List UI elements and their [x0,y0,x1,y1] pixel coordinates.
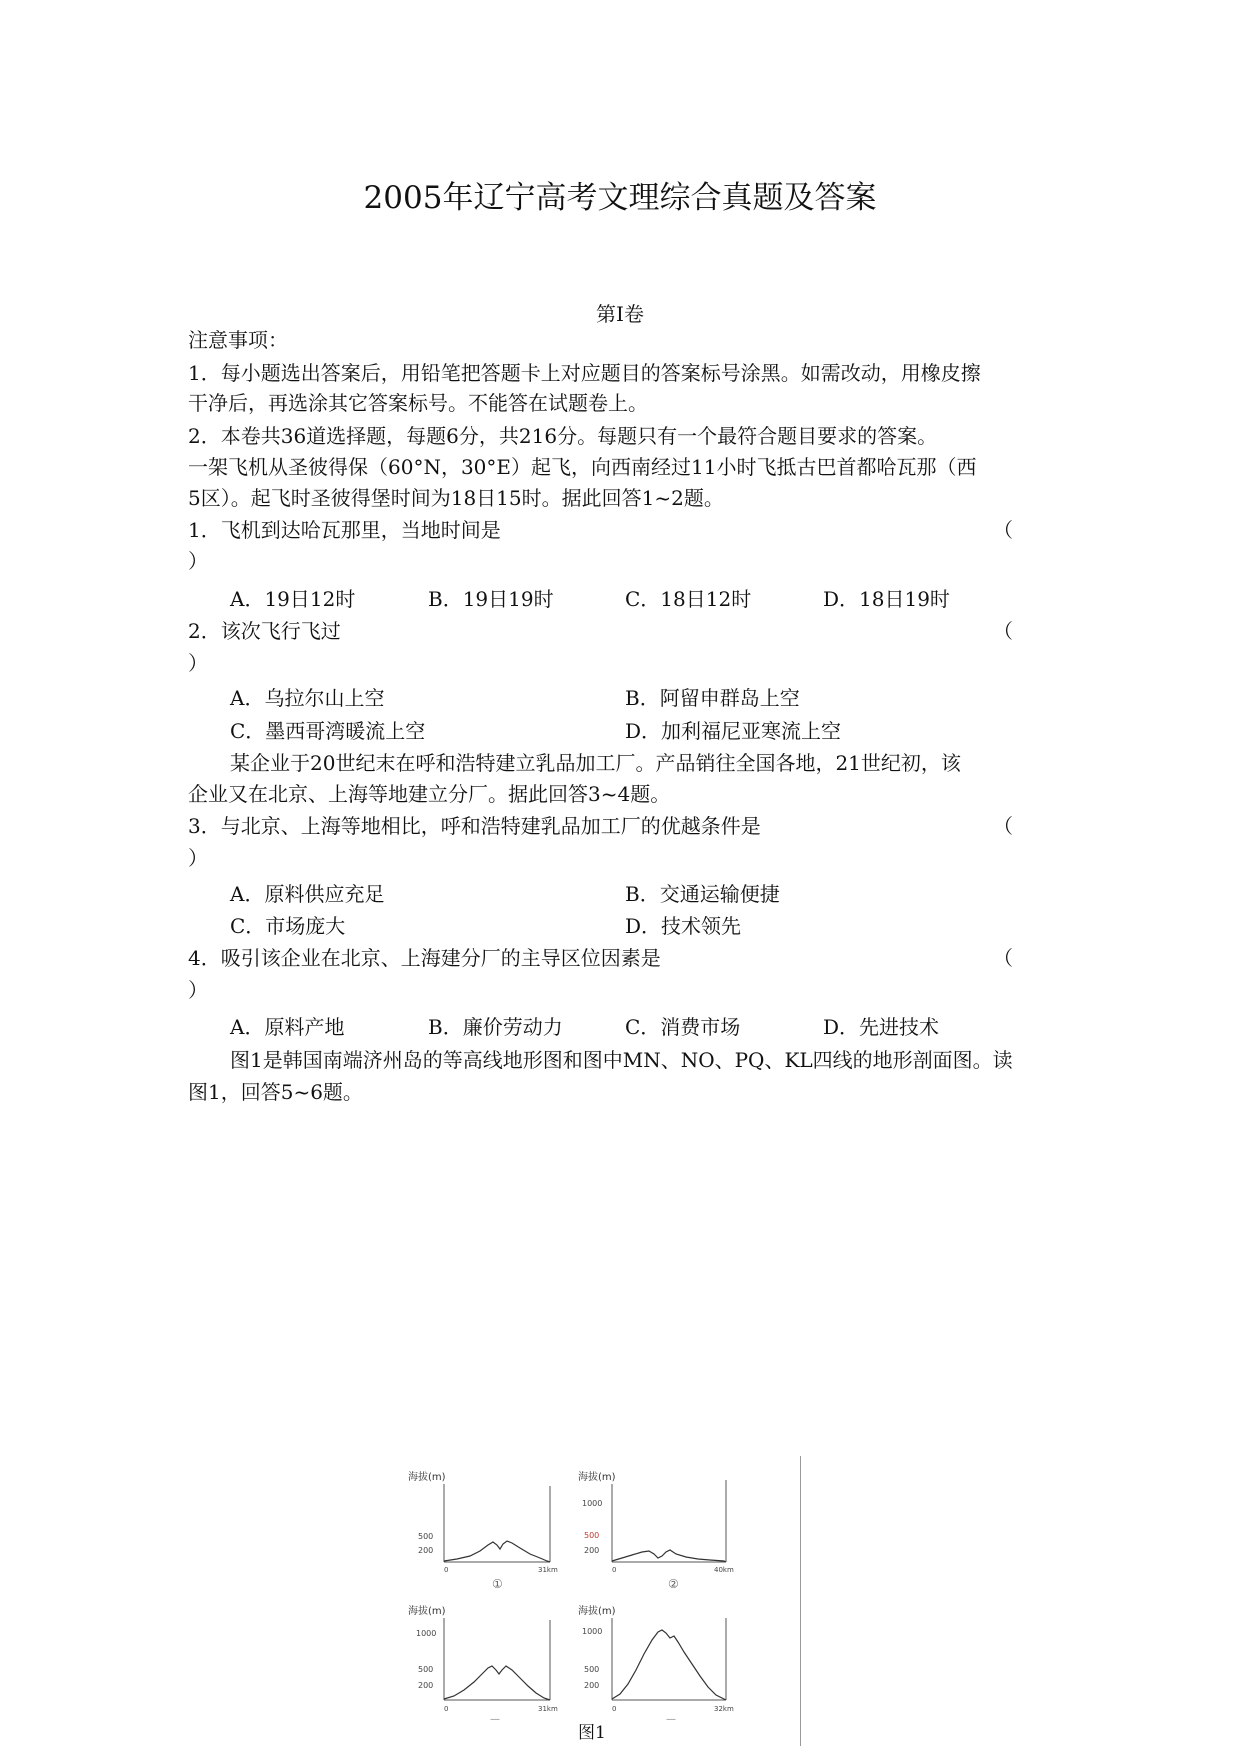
profile-chart-4 [574,1600,734,1734]
chart-1-ytick-500: 500 [418,1532,434,1541]
answer-paren-close: ） [188,846,208,870]
chart-4-ylabel: 海拔(m) [578,1606,616,1617]
question-3-stem: 3．与北京、上海等地相比，呼和浩特建乳品加工厂的优越条件是 [188,814,761,838]
chart-4-ytick-200: 200 [584,1681,600,1690]
chart-3-ytick-500: 500 [418,1665,434,1674]
chart-1-profile-line [444,1541,550,1562]
note-item-2: 2．本卷共36道选择题，每题6分，共216分。每题只有一个最符合题目要求的答案。 [188,424,938,448]
intro-2-line-2: 企业又在北京、上海等地建立分厂。据此回答3~4题。 [188,782,671,806]
answer-paren-open: （ [993,814,1013,838]
q2-option-b: B．阿留申群岛上空 [625,686,800,710]
q3-option-b: B．交通运输便捷 [625,882,780,906]
chart-2-ytick-1000: 1000 [582,1499,603,1508]
chart-2-profile-line [612,1550,726,1562]
chart-3-xtick-start: 0 [444,1705,449,1713]
q4-option-c: C．消费市场 [625,1015,741,1039]
chart-3-label: — [490,1714,500,1725]
chart-1-ylabel: 海拔(m) [408,1472,446,1483]
chart-3-ytick-200: 200 [418,1681,434,1690]
figure-divider-line [800,1456,801,1746]
chart-4-ytick-1000: 1000 [582,1627,603,1636]
intro-1-line-2: 5区）。起飞时圣彼得堡时间为18日15时。据此回答1~2题。 [188,486,724,510]
intro-1-line-1: 一架飞机从圣彼得保（60°N，30°E）起飞，向西南经过11小时飞抵古巴首都哈瓦那（西 [188,455,977,479]
q3-option-d: D．技术领先 [625,914,742,938]
chart-3-ylabel: 海拔(m) [408,1606,446,1617]
chart-1-xtick-end: 31km [538,1566,558,1574]
chart-1-ytick-200: 200 [418,1546,434,1555]
q1-option-d: D．18日19时 [823,587,950,611]
q4-option-d: D．先进技术 [823,1015,940,1039]
chart-4-label: — [666,1714,676,1725]
q2-option-a: A．乌拉尔山上空 [230,686,385,710]
profile-chart-1 [402,1466,562,1600]
profile-chart-2 [574,1466,734,1600]
notes-header: 注意事项： [188,328,288,352]
q3-option-a: A．原料供应充足 [230,882,385,906]
intro-2-line-1: 某企业于20世纪末在呼和浩特建立乳品加工厂。产品销往全国各地，21世纪初，该 [230,751,961,775]
chart-4-xtick-end: 32km [714,1705,734,1713]
chart-1-xtick-start: 0 [444,1566,449,1574]
intro-3-line-1: 图1是韩国南端济州岛的等高线地形图和图中MN、NO、PQ、KL四线的地形剖面图。读 [230,1048,1013,1072]
question-1-stem: 1．飞机到达哈瓦那里，当地时间是 [188,518,501,542]
answer-paren-open: （ [993,619,1013,643]
question-4-stem: 4．吸引该企业在北京、上海建分厂的主导区位因素是 [188,946,661,970]
profile-chart-3 [402,1600,562,1734]
q3-option-c: C．市场庞大 [230,914,346,938]
question-2-stem: 2．该次飞行飞过 [188,619,341,643]
q1-option-c: C．18日12时 [625,587,752,611]
chart-4-profile-line [612,1630,726,1700]
chart-2-xtick-end: 40km [714,1566,734,1574]
chart-3-profile-line [444,1666,550,1700]
chart-2-xtick-start: 0 [612,1566,617,1574]
answer-paren-open: （ [993,946,1013,970]
chart-2-ytick-500: 500 [584,1531,600,1540]
q4-option-b: B．廉价劳动力 [428,1015,563,1039]
note-item-1-line-2: 干净后，再选涂其它答案标号。不能答在试题卷上。 [188,391,648,415]
chart-4-ytick-500: 500 [584,1665,600,1674]
answer-paren-close: ） [188,549,208,573]
intro-3-line-2: 图1，回答5~6题。 [188,1080,363,1104]
answer-paren-open: （ [993,518,1013,542]
figure-caption: 图1 [578,1723,606,1743]
answer-paren-close: ） [188,651,208,675]
chart-3-ytick-1000: 1000 [416,1629,437,1638]
q2-option-d: D．加利福尼亚寒流上空 [625,719,842,743]
section-heading: 第Ⅰ卷 [596,302,644,326]
chart-2-ylabel: 海拔(m) [578,1472,616,1483]
q2-option-c: C．墨西哥湾暖流上空 [230,719,426,743]
chart-1-label: ① [492,1577,503,1591]
page-title: 2005年辽宁高考文理综合真题及答案 [363,180,877,216]
answer-paren-close: ） [188,978,208,1002]
q1-option-b: B．19日19时 [428,587,554,611]
chart-3-xtick-end: 31km [538,1705,558,1713]
chart-4-xtick-start: 0 [612,1705,617,1713]
q4-option-a: A．原料产地 [230,1015,345,1039]
q1-option-a: A．19日12时 [230,587,356,611]
chart-2-ytick-200: 200 [584,1546,600,1555]
note-item-1-line-1: 1．每小题选出答案后，用铅笔把答题卡上对应题目的答案标号涂黑。如需改动，用橡皮擦 [188,361,981,385]
chart-2-label: ② [668,1577,679,1591]
